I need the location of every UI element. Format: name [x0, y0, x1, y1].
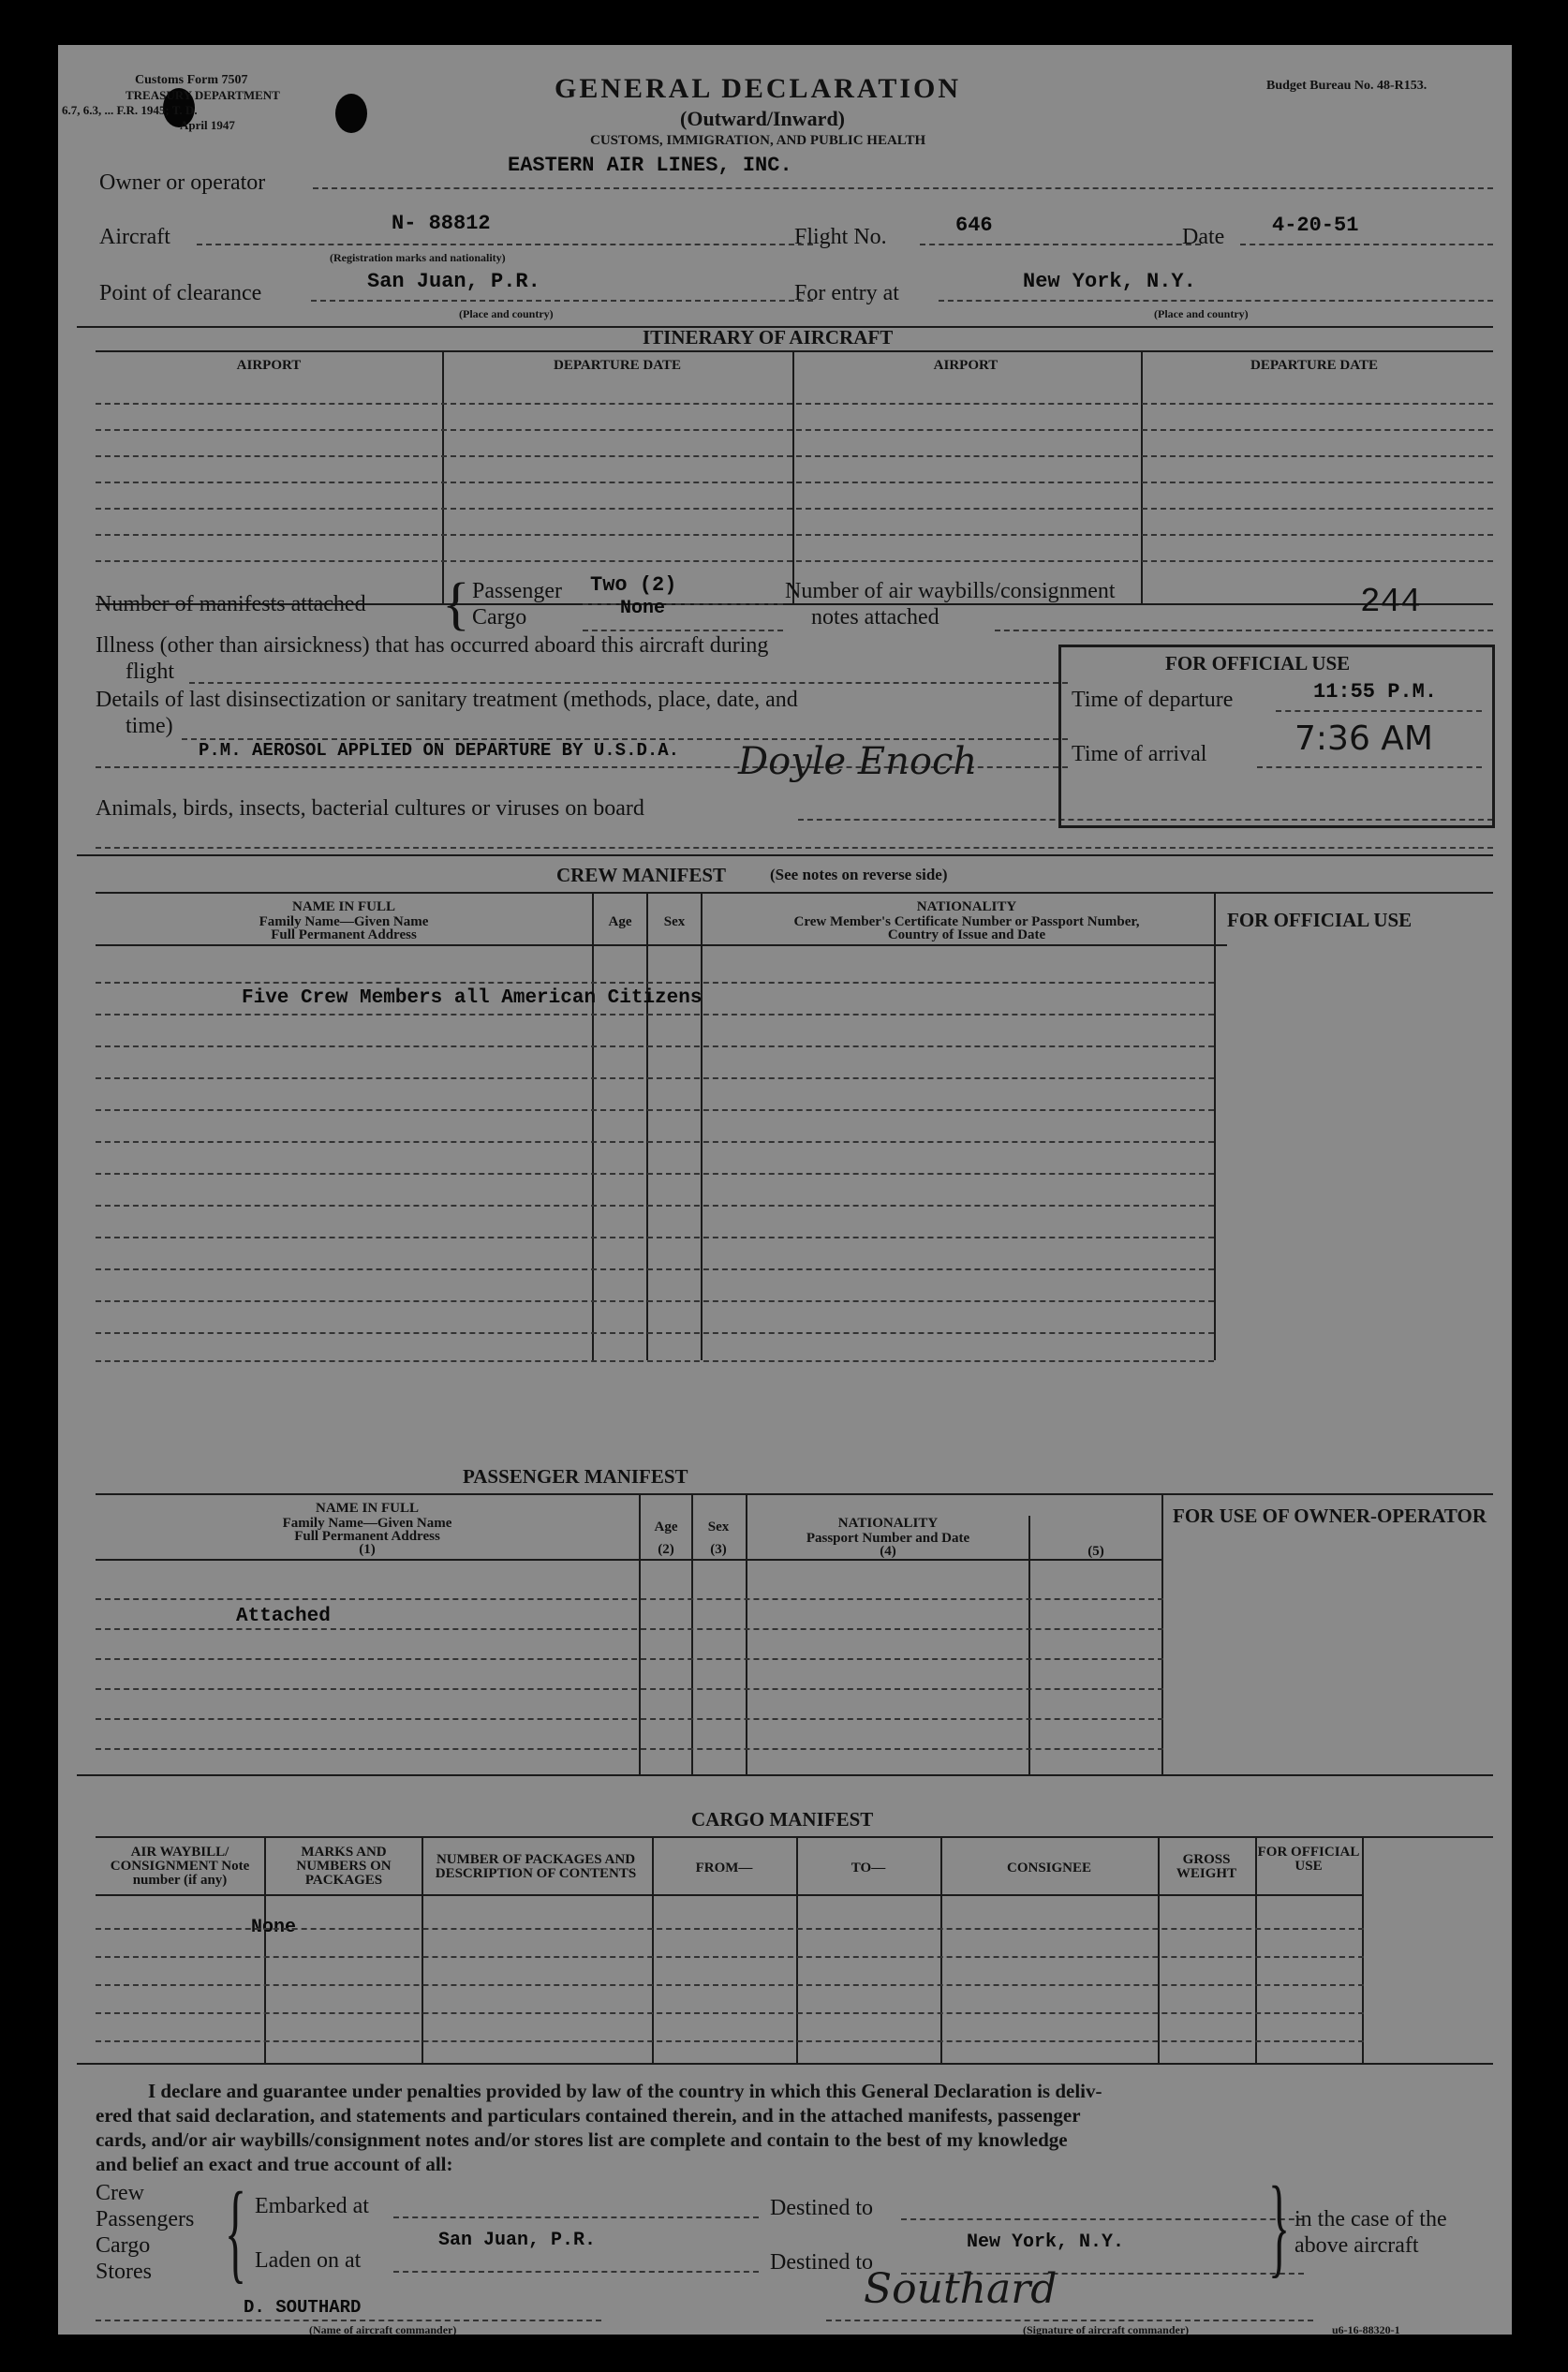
crew-row-line [96, 1237, 1214, 1238]
crew-col-sex: Sex [663, 914, 686, 929]
passenger-col-num-4: (4) [880, 1544, 896, 1559]
passenger-col-age: Age [654, 1520, 678, 1534]
cargo-col-from: FROM— [695, 1861, 753, 1875]
manifests-brace: { [442, 572, 470, 636]
illness-label-2: flight [126, 660, 174, 684]
manifests-label: Number of manifests attached [96, 592, 366, 616]
crew-subheader-rule [96, 944, 1227, 946]
passenger-col-nat-sub: Passport Number and Date [806, 1531, 970, 1546]
destined-line-1 [901, 2218, 1304, 2220]
passenger-col-num-3: (3) [710, 1542, 727, 1557]
itinerary-row-line [96, 534, 1493, 536]
crew-divider [1214, 892, 1216, 1360]
embarked-line [393, 2216, 759, 2218]
passenger-divider [691, 1493, 693, 1774]
animals-line-2 [96, 847, 1493, 849]
crew-row-line [96, 1360, 1214, 1362]
cargo-divider [264, 1836, 266, 2063]
departure-time-value: 11:55 P.M. [1313, 680, 1438, 704]
passenger-title: PASSENGER MANIFEST [463, 1465, 688, 1488]
regulations-line: 6.7, 6.3, ... F.R. 1945; T. D. [62, 103, 198, 117]
crew-col-name-sub1: Family Name—Given Name [259, 914, 429, 929]
declaration-item-stores: Stores [96, 2260, 152, 2284]
date-label: Date [1182, 225, 1225, 249]
crew-col-name: NAME IN FULL [291, 899, 395, 914]
signature-line [826, 2320, 1313, 2321]
cargo-subheader-rule [96, 1894, 1364, 1896]
waybills-label-1: Number of air waybills/consignment [785, 579, 1116, 603]
cargo-divider [796, 1836, 798, 2063]
crew-col-name-sub2: Full Permanent Address [271, 927, 417, 942]
clearance-label: Point of clearance [99, 281, 262, 305]
itinerary-row-line [96, 403, 1493, 405]
declaration-line-3: cards, and/or air waybills/consignment notes and/or stores list are complete and contain to the best of my knowledge [96, 2128, 1068, 2151]
cargo-bottom-rule [77, 2063, 1493, 2065]
crew-row-line [96, 1077, 1214, 1079]
passenger-row-line [96, 1748, 1163, 1750]
cargo-title: CARGO MANIFEST [691, 1808, 874, 1831]
commander-name: D. SOUTHARD [244, 2297, 362, 2318]
cargo-col-waybill: AIR WAYBILL/ CONSIGNMENT Note number (if any) [110, 1845, 250, 1888]
waybills-label-2: notes attached [811, 605, 939, 630]
commander-name-note: (Name of aircraft commander) [309, 2323, 457, 2336]
itinerary-divider [442, 350, 444, 603]
itinerary-col-departure-2: DEPARTURE DATE [1250, 358, 1378, 373]
cargo-manifest-line [583, 630, 783, 631]
disinsect-label-1: Details of last disinsectization or sanitary treatment (methods, place, date, and [96, 688, 798, 712]
page-title: GENERAL DECLARATION [555, 73, 962, 104]
illness-label-1: Illness (other than airsickness) that has occurred aboard this aircraft during [96, 633, 769, 658]
cargo-col-description: NUMBER OF PACKAGES AND DESCRIPTION OF CONTENTS [435, 1852, 637, 1881]
itinerary-divider [1141, 350, 1143, 603]
clearance-value: San Juan, P.R. [367, 270, 540, 293]
cargo-col-consignee: CONSIGNEE [1006, 1861, 1092, 1875]
flight-label: Flight No. [794, 225, 887, 249]
declaration-item-cargo: Cargo [96, 2233, 151, 2258]
cargo-divider [1255, 1836, 1257, 2063]
passenger-col-num-1: (1) [359, 1542, 376, 1557]
crew-col-age: Age [608, 914, 632, 929]
registration-note: (Registration marks and nationality) [330, 251, 506, 264]
inspector-signature: Doyle Enoch [738, 740, 978, 783]
animals-label: Animals, birds, insects, bacterial cultures or viruses on board [96, 796, 644, 821]
crew-top-rule [77, 854, 1493, 856]
flight-value: 646 [955, 214, 993, 237]
cargo-divider [422, 1836, 423, 2063]
declaration-brace: { [225, 2169, 247, 2293]
laden-value: San Juan, P.R. [438, 2230, 597, 2251]
case-line-1: in the case of the [1294, 2207, 1447, 2231]
destined-label-2: Destined to [770, 2250, 873, 2275]
passenger-header-rule [96, 1493, 1493, 1495]
laden-line [393, 2271, 759, 2273]
passenger-row-line [96, 1628, 1163, 1630]
owner-label: Owner or operator [99, 170, 266, 195]
cargo-row-line [96, 2012, 1364, 2014]
passenger-col-name-sub1: Family Name—Given Name [282, 1516, 452, 1531]
passenger-col-num-2: (2) [658, 1542, 674, 1557]
passenger-row-line [96, 1718, 1163, 1720]
waybills-line [995, 630, 1493, 631]
passenger-divider [1161, 1493, 1163, 1774]
departure-time-line [1276, 710, 1482, 712]
itinerary-row-line [96, 508, 1493, 510]
cargo-row-line [96, 1928, 1364, 1930]
cargo-divider [1362, 1836, 1364, 2063]
waybills-value: 244 [1360, 583, 1421, 621]
cargo-col-marks: MARKS AND NUMBERS ON PACKAGES [296, 1845, 392, 1888]
flight-line [920, 244, 1201, 245]
aircraft-label: Aircraft [99, 225, 170, 249]
passenger-entry: Attached [236, 1606, 331, 1627]
passenger-divider [639, 1493, 641, 1774]
itinerary-row-line [96, 482, 1493, 483]
date-value: 4-20-51 [1272, 214, 1359, 237]
entry-label: For entry at [794, 281, 899, 305]
crew-row-line [96, 1141, 1214, 1143]
crew-row-line [96, 1300, 1214, 1302]
cargo-col-to: TO— [851, 1861, 886, 1875]
passenger-col-num-5: (5) [1087, 1544, 1104, 1559]
destined-label-1: Destined to [770, 2196, 873, 2220]
passenger-subheader-rule [96, 1559, 1163, 1561]
crew-col-nationality: NATIONALITY [916, 899, 1017, 914]
print-code: u6-16-88320-1 [1332, 2323, 1400, 2336]
crew-row-line [96, 1205, 1214, 1207]
crew-row-line [96, 1268, 1214, 1270]
embarked-label: Embarked at [255, 2194, 369, 2218]
illness-line [189, 682, 1068, 684]
punch-hole [335, 94, 367, 133]
clearance-line [311, 300, 813, 302]
cargo-divider [652, 1836, 654, 2063]
itinerary-divider [792, 350, 794, 603]
arrival-time-line [1257, 766, 1482, 768]
page-subtitle: (Outward/Inward) [680, 107, 846, 130]
cargo-row-line [96, 1956, 1364, 1958]
declaration-item-crew: Crew [96, 2181, 144, 2205]
declaration-line-2: ered that said declaration, and statements and particulars contained therein, and in the attached manifests, passenger [96, 2104, 1081, 2127]
customs-form-number: Customs Form 7507 [135, 73, 248, 87]
cargo-manifest-label: Cargo [472, 605, 527, 630]
cargo-row-line [96, 1984, 1364, 1986]
case-line-2: above aircraft [1294, 2233, 1419, 2258]
entry-value: New York, N.Y. [1023, 270, 1196, 293]
itinerary-row-line [96, 560, 1493, 562]
passenger-col-nationality: NATIONALITY [837, 1516, 939, 1531]
disinsect-label-2: time) [126, 714, 173, 738]
passenger-divider [746, 1493, 747, 1774]
owner-line [313, 187, 1493, 189]
crew-row-line [96, 1332, 1214, 1334]
declaration-line-1: I declare and guarantee under penalties provided by law of the country in which this General Declaration is deliv- [148, 2080, 1102, 2102]
entry-line [939, 300, 1493, 302]
crew-col-nat-sub1: Crew Member's Certificate Number or Passport Number, [793, 914, 1140, 929]
itinerary-row-line [96, 429, 1493, 431]
treasury-dept: TREASURY DEPARTMENT [126, 88, 280, 102]
passenger-row-line [96, 1658, 1163, 1660]
itinerary-row-line [96, 455, 1493, 457]
passenger-row-line [96, 1598, 1163, 1600]
crew-divider [646, 892, 648, 1360]
passenger-manifest-value: Two (2) [590, 573, 677, 597]
crew-row-line [96, 982, 1214, 984]
itinerary-col-airport-2: AIRPORT [933, 358, 998, 373]
budget-bureau-number: Budget Bureau No. 48-R153. [1266, 79, 1427, 93]
crew-title-note: (See notes on reverse side) [770, 866, 948, 883]
commander-name-line [96, 2320, 601, 2321]
destined-value: New York, N.Y. [967, 2231, 1125, 2253]
cargo-col-gross-weight: GROSS WEIGHT [1176, 1852, 1237, 1881]
passenger-col-sex: Sex [707, 1520, 730, 1534]
cargo-divider [1158, 1836, 1160, 2063]
disinsect-value: P.M. AEROSOL APPLIED ON DEPARTURE BY U.S.D.A. [199, 740, 680, 761]
cargo-col-official-use: FOR OFFICIAL USE [1257, 1845, 1360, 1874]
official-use-title: FOR OFFICIAL USE [1165, 652, 1351, 675]
cargo-row-line [96, 2040, 1364, 2042]
laden-label: Laden on at [255, 2248, 362, 2273]
crew-entry: Five Crew Members all American Citizens [242, 987, 703, 1009]
place-note-2: (Place and country) [1154, 307, 1249, 320]
crew-title: CREW MANIFEST [556, 864, 727, 886]
cargo-divider [940, 1836, 942, 2063]
declaration-line-4: and belief an exact and true account of all: [96, 2153, 453, 2175]
passenger-owner-use: FOR USE OF OWNER-OPERATOR [1173, 1505, 1487, 1527]
form-date-line: April 1947 [180, 118, 235, 132]
aircraft-line [197, 244, 813, 245]
cargo-entry: None [251, 1917, 297, 1938]
crew-divider [701, 892, 703, 1360]
closing-brace: } [1268, 2163, 1291, 2288]
itinerary-title: ITINERARY OF AIRCRAFT [643, 326, 894, 348]
arrival-time-value: 7:36 AM [1294, 719, 1433, 758]
arrival-time-label: Time of arrival [1072, 742, 1207, 766]
passenger-manifest-label: Passenger [472, 579, 562, 603]
crew-divider [592, 892, 594, 1360]
itinerary-header-rule [96, 350, 1493, 352]
signature-note: (Signature of aircraft commander) [1023, 2323, 1190, 2336]
passenger-bottom-rule [77, 1774, 1493, 1776]
crew-official-use: FOR OFFICIAL USE [1227, 909, 1413, 931]
departure-time-label: Time of departure [1072, 688, 1234, 712]
declaration-item-passengers: Passengers [96, 2207, 195, 2231]
general-declaration-form [58, 45, 1512, 2335]
owner-value: EASTERN AIR LINES, INC. [508, 154, 792, 177]
passenger-manifest-line [583, 603, 783, 605]
crew-row-line [96, 1045, 1214, 1047]
cargo-manifest-value: None [620, 598, 666, 619]
date-line [1240, 244, 1493, 245]
crew-row-line [96, 1014, 1214, 1016]
passenger-divider [1028, 1516, 1030, 1774]
crew-header-rule [96, 892, 1493, 894]
itinerary-col-airport-1: AIRPORT [236, 358, 302, 373]
crew-col-nat-sub2: Country of Issue and Date [887, 927, 1046, 942]
agencies-line: CUSTOMS, IMMIGRATION, AND PUBLIC HEALTH [590, 133, 926, 148]
passenger-row-line [96, 1688, 1163, 1690]
passenger-col-name-sub2: Full Permanent Address [294, 1529, 440, 1544]
commander-signature: Southard [864, 2265, 1058, 2313]
place-note-1: (Place and country) [459, 307, 554, 320]
aircraft-value: N- 88812 [392, 212, 491, 235]
cargo-header-rule [96, 1836, 1493, 1838]
itinerary-col-departure-1: DEPARTURE DATE [553, 358, 681, 373]
passenger-col-name: NAME IN FULL [315, 1501, 419, 1516]
crew-row-line [96, 1109, 1214, 1111]
crew-row-line [96, 1173, 1214, 1175]
